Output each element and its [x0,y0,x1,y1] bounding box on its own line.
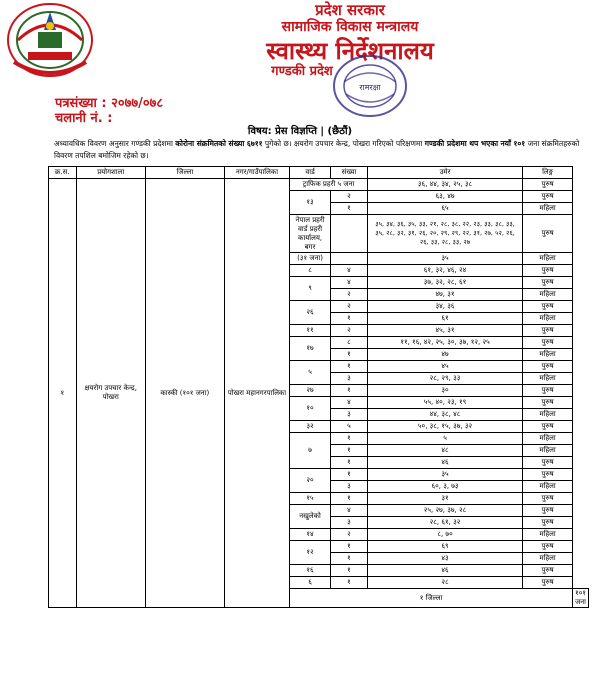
table-row: ३ ६०, ३, ७३ महिला [49,481,589,493]
lab-cell: क्षयरोग उपचार केन्द्र, पोखरा [76,179,145,608]
header-age: उमेर [367,167,522,179]
table-row: १० ४ ५५, ४०, २३, १९ पुरुष [49,397,589,409]
header-line-4: गण्डकी प्रदेश [271,64,333,79]
table-row: १ ४३ महिला [49,553,589,565]
table-row: १ ६१ महिला [49,313,589,325]
table-row: नेपाल प्रहरी वार्ड प्रहरी कार्यालय, बगर ३५, ३४, ३६, ३५, ३३, २१, २८, ३८, २२, २३, ३३, ३८, ३३, ३५, २८, ३२, ३१, २६, २०, २९, २९, २२, ३१, २७, ५२, २६, २६, ३३, २८, ३३, २७ पुरुष [49,215,589,253]
table-row: (३१ जना) ३५ महिला [49,253,589,265]
reference-number: पत्रसंख्या : २०७७/०७८ [55,96,164,111]
table-row: १ ४६ पुरुष [49,457,589,469]
table-row: १ ४७ महिला [49,349,589,361]
table-row: १ ४८ महिला [49,445,589,457]
government-emblem-icon [4,0,96,80]
intro-paragraph: अध्यावधिक विवरण अनुसार गण्डकी प्रदेशमा कोरोना संक्रमितको संख्या ६७११ पुगेको छ। क्षयरोग उपचार केन्द्र, पोखरा गरिएको परिक्षणमा गण्डकी प्रदेशमा थप भएका नयाँ १०१ जना संक्रमितहरुको विवरण तपशिल बमोजिम रहेको छ। [54,139,580,160]
table-row: १७ ८ ११, १६, ४२, २५, ३०, ३७, १२, २५ पुरुष [49,337,589,349]
table-row: ३२ ५ ५०, ३८, १५, ३७, ३२ पुरुष [49,421,589,433]
serial-cell: १ [49,179,77,608]
table-row: १२ १ ६९ पुरुष [49,541,589,553]
table-row: १३ २ ६३, ४७ पुरुष [49,191,589,203]
table-row: नखुलेको ४ २५, २७, ३७, २८ पुरुष [49,505,589,517]
municipality-cell: पोखरा महानगरपालिका [224,179,289,608]
table-row: २ ४७, ३१ महिला [49,289,589,301]
header-sn: क्र.स. [49,167,77,179]
total-cases: १०१ जना [573,589,589,608]
table-row: २६ २ ३४, ३६ पुरुष [49,301,589,313]
table-row: ८ ४ ६१, ३२, ४६, २४ पुरुष [49,265,589,277]
table-row: १५ १ ३१ पुरुष [49,493,589,505]
header-municipality: नगर/गाउँपालिका [224,167,289,179]
office-stamp-icon [330,52,410,120]
header-district: जिल्ला [145,167,224,179]
table-row: २० १ ३५ पुरुष [49,469,589,481]
svg-text:रामरक्षा: रामरक्षा [359,83,381,92]
dispatch-number: चलानी नं. : [55,111,113,126]
table-row: ६ १ २८ पुरुष [49,577,589,589]
table-row: ३ २८, २९, ३३ महिला [49,373,589,385]
table-row: ३ २८, ६१, ३२ पुरुष [49,517,589,529]
district-cell: कास्की (१०१ जना) [145,179,224,608]
total-district: १ जिल्ला [290,589,573,608]
header-sex: लिङ्ग [523,167,573,179]
header-line-2: सामाजिक विकास मन्त्रालय [281,19,419,35]
table-row: १ ६५ महिला [49,203,589,215]
header-line-3: स्वास्थ्य निर्देशनालय [266,37,434,65]
cases-table [48,166,589,608]
table-row: ५ १ ४५ पुरुष [49,361,589,373]
table-row: १६ १ ४६ पुरुष [49,565,589,577]
header-line-1: प्रदेश सरकार [315,1,385,19]
table-row: ९ ४ ३७, ३२, २८, ६१ पुरुष [49,277,589,289]
table-row: ११ २ ४५, ३१ पुरुष [49,325,589,337]
header-lab: प्रयोगशाला [76,167,145,179]
header-count: संख्या [331,167,368,179]
table-row: १ क्षयरोग उपचार केन्द्र, पोखरा कास्की (१०१ जना) पोखरा महानगरपालिका ट्राफिक प्रहरी ५ जना ३६, ४४, ३४, २५, ३८ पुरुष [49,179,589,191]
subject-line: विषय: प्रेस विज्ञप्ति | (छैठौं) [247,126,353,137]
table-row: १४ २ ८, ७० महिला [49,529,589,541]
ward-cell: ट्राफिक प्रहरी ५ जना [290,179,368,191]
table-row: ३ ४४, ३८, ४८ महिला [49,409,589,421]
table-row: २७ १ ३० पुरुष [49,385,589,397]
table-row: ७ १ ५ महिला [49,433,589,445]
header-ward: वार्ड [290,167,331,179]
